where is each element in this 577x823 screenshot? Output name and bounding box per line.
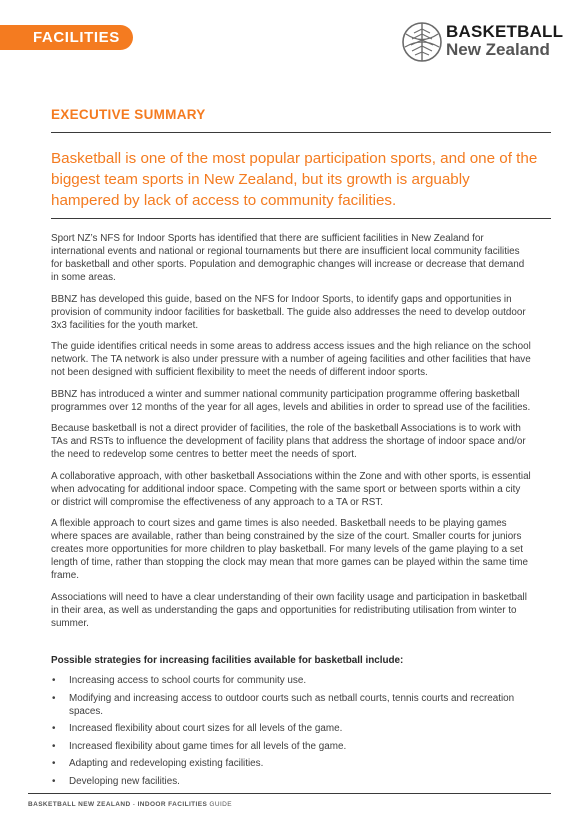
paragraph: BBNZ has introduced a winter and summer national community participation programme offering basketball programmes over 12 months of the year for all ages, levels and abilities in order to spread use of the facilities. bbox=[51, 388, 531, 413]
intro-statement: Basketball is one of the most popular participation sports, and one of the biggest team sports in New Zealand, but its growth is arguably hampered by lack of access to community facilities. bbox=[51, 150, 538, 209]
strategies-list bbox=[51, 674, 521, 792]
footer-guide-title: INDOOR FACILITIES bbox=[137, 801, 208, 808]
paragraph: A flexible approach to court sizes and game times is also needed. Basketball needs to be playing games where spaces are available, rather than being constrained by the size of the court. Smaller courts for juniors creates more opportunities for more children to play basketball. For many levels of the game playing to a set length of time, rather than stopping the clock may mean that more games can be played within the same time frame. bbox=[51, 518, 528, 581]
section-tab: FACILITIES bbox=[0, 25, 133, 50]
list-item-text: Increased flexibility about court sizes for all levels of the game. bbox=[69, 723, 343, 734]
list-item-text: Increased flexibility about game times for all levels of the game. bbox=[69, 740, 347, 752]
paragraph: Sport NZ’s NFS for Indoor Sports has identified that there are sufficient facilities in New Zealand for international events and national or regional tournaments but there are insufficient local community facilities for basketball and other sports. Population and demographic changes will increase or decrease that demand in some areas. bbox=[51, 233, 525, 283]
logo-line-2: New Zealand bbox=[446, 40, 550, 59]
bullet-icon: • bbox=[52, 775, 56, 787]
footer-guide-suffix: GUIDE bbox=[207, 801, 232, 808]
bullet-icon: • bbox=[52, 758, 56, 769]
list-item bbox=[51, 775, 521, 788]
divider-footer bbox=[28, 793, 551, 794]
page-footer bbox=[28, 801, 232, 808]
divider-middle bbox=[51, 218, 551, 219]
list-item bbox=[51, 674, 521, 687]
body-text bbox=[51, 232, 531, 638]
list-item-text: Increasing access to school courts for community use. bbox=[69, 675, 307, 686]
paragraph: The guide identifies critical needs in some areas to address access issues and the high reliance on the school network. The TA network is also under pressure with a number of ageing facilities and other facilities that have not been designed with sufficient flexibility to meet the needs of different indoor sports. bbox=[51, 341, 531, 378]
paragraph: Associations will need to have a clear understanding of their own facility usage and participation in basketball in their area, as well as understanding the gaps and opportunities for redistributing utilisation from winter to summer. bbox=[51, 591, 527, 629]
list-item-text: Modifying and increasing access to outdoor courts such as netball courts, tennis courts and recreation spaces. bbox=[69, 692, 515, 717]
footer-separator: - bbox=[130, 801, 138, 808]
list-item bbox=[51, 740, 521, 753]
paragraph: BBNZ has developed this guide, based on the NFS for Indoor Sports, to identify gaps and opportunities in provision of community indoor facilities for basketball. The guide also addresses the need to develop outdoor 3x3 facilities for the youth market. bbox=[51, 293, 526, 331]
bullet-icon: • bbox=[52, 723, 56, 734]
bullet-icon: • bbox=[52, 740, 56, 752]
bullet-icon: • bbox=[52, 692, 56, 704]
list-item-text: Adapting and redeveloping existing facilities. bbox=[69, 758, 264, 769]
footer-org: BASKETBALL NEW ZEALAND bbox=[28, 801, 131, 808]
basketball-nz-logo bbox=[401, 18, 564, 66]
strategies-heading: Possible strategies for increasing facilities available for basketball include: bbox=[51, 655, 404, 666]
list-item bbox=[51, 692, 521, 718]
section-title: EXECUTIVE SUMMARY bbox=[51, 107, 206, 122]
list-item bbox=[51, 722, 521, 735]
paragraph: A collaborative approach, with other basketball Associations within the Zone and with other sports, is essential when advocating for additional indoor space. Competing with the same sport or between sports within a city or district will compromise the effectiveness of any approach to a TA or RST. bbox=[51, 470, 531, 508]
bullet-icon: • bbox=[52, 675, 56, 686]
fern-basketball-icon bbox=[401, 21, 443, 63]
list-item bbox=[51, 757, 521, 770]
logo-line-1: BASKETBALL bbox=[446, 22, 564, 41]
paragraph: Because basketball is not a direct provider of facilities, the role of the basketball Associations is to work with TAs and RSTs to influence the development of facility plans that address the shortage of indoor space and/or the need to redevelop some centres to better meet the needs of sport. bbox=[51, 423, 526, 460]
list-item-text: Developing new facilities. bbox=[69, 775, 180, 787]
divider-top bbox=[51, 132, 551, 133]
